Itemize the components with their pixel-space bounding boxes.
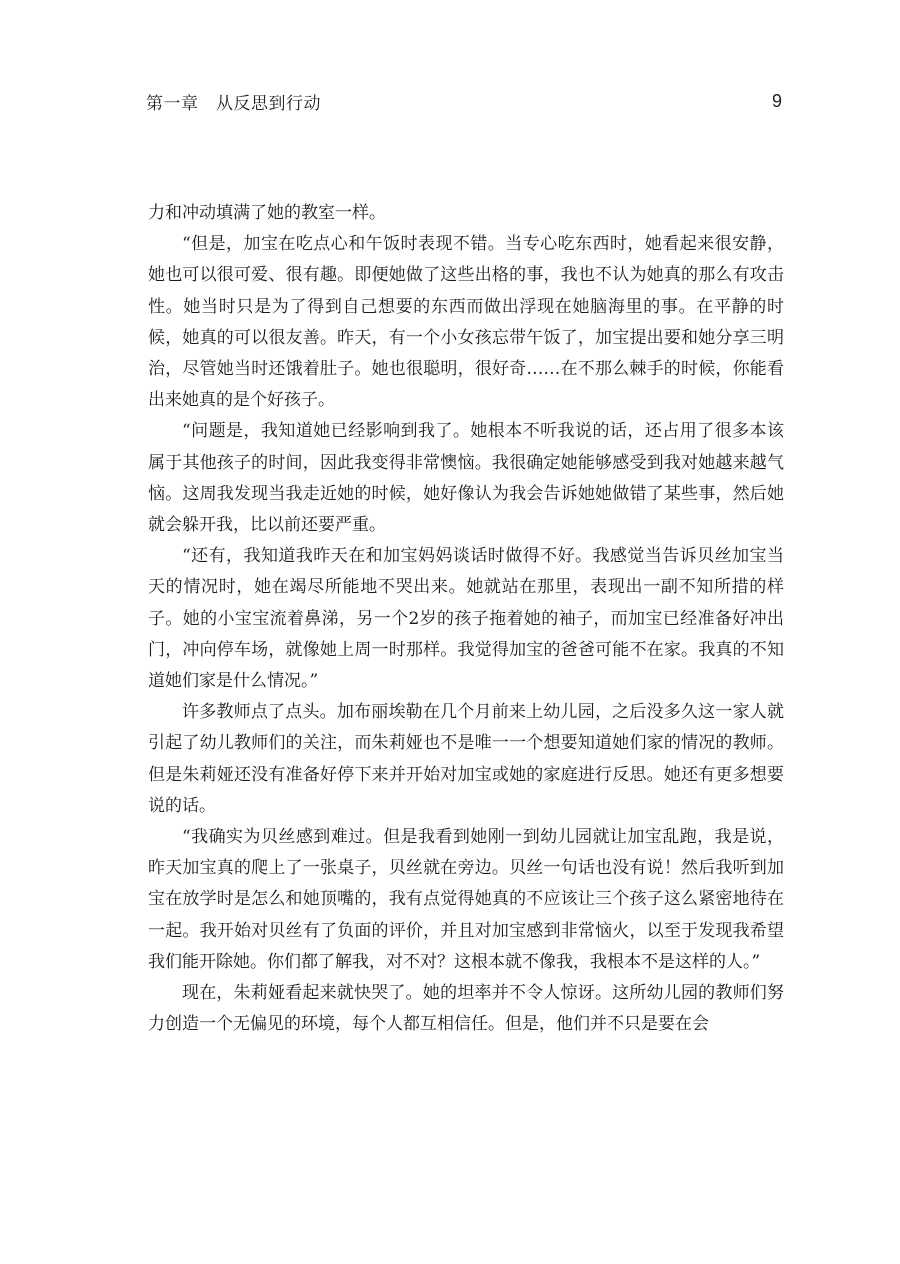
paragraph: “还有，我知道我昨天在和加宝妈妈谈话时做得不好。我感觉当告诉贝丝加宝当天的情况时，她在竭尽所能地不哭出来。她就站在那里，表现出一副不知所措的样子。她的小宝宝流着鼻涕，另一个2岁的孩子拖着她的袖子，而加宝已经准备好冲出门，冲向停车场，就像她上周一时那样。我觉得加宝的爸爸可能不在家。我真的不知道她们家是什么情况。” bbox=[148, 546, 784, 692]
paragraph: “我确实为贝丝感到难过。但是我看到她刚一到幼儿园就让加宝乱跑，我是说，昨天加宝真的爬上了一张桌子，贝丝就在旁边。贝丝一句话也没有说！然后我听到加宝在放学时是怎么和她顶嘴的，我有点觉得她真的不应该让三个孩子这么紧密地待在一起。我开始对贝丝有了负面的评价，并且对加宝感到非常恼火，以至于发现我希望我们能开除她。你们都了解我，对不对？这根本就不像我，我根本不是这样的人。” bbox=[148, 827, 784, 972]
running-header bbox=[146, 88, 782, 114]
paragraph: “问题是，我知道她已经影响到我了。她根本不听我说的话，还占用了很多本该属于其他孩子的时间，因此我变得非常懊恼。我很确定她能够感受到我对她越来越气恼。这周我发现当我走近她的时候，她好像认为我会告诉她她做错了某些事，然后她就会躲开我，比以前还要严重。 bbox=[148, 421, 784, 536]
body-text bbox=[148, 198, 784, 1040]
paragraph: 力和冲动填满了她的教室一样。 bbox=[148, 203, 386, 223]
paragraph: “但是，加宝在吃点心和午饭时表现不错。当专心吃东西时，她看起来很安静，她也可以很可爱、很有趣。即便她做了这些出格的事，我也不认为她真的那么有攻击性。她当时只是为了得到自己想要的东西而做出浮现在她脑海里的事。在平静的时候，她真的可以很友善。昨天，有一个小女孩忘带午饭了，加宝提出要和她分享三明治，尽管她当时还饿着肚子。她也很聪明，很好奇……在不那么棘手的时候，你能看出来她真的是个好孩子。 bbox=[148, 234, 784, 411]
paragraph: 现在，朱莉娅看起来就快哭了。她的坦率并不令人惊讶。这所幼儿园的教师们努力创造一个无偏见的环境，每个人都互相信任。但是，他们并不只是要在会 bbox=[148, 983, 784, 1035]
paragraph: 许多教师点了点头。加布丽埃勒在几个月前来上幼儿园，之后没多久这一家人就引起了幼儿教师们的关注，而朱莉娅也不是唯一一个想要知道她们家的情况的教师。但是朱莉娅还没有准备好停下来并开始对加宝或她的家庭进行反思。她还有更多想要说的话。 bbox=[148, 702, 784, 816]
page-number: 9 bbox=[771, 90, 782, 111]
chapter-title: 第一章 从反思到行动 bbox=[146, 93, 321, 114]
